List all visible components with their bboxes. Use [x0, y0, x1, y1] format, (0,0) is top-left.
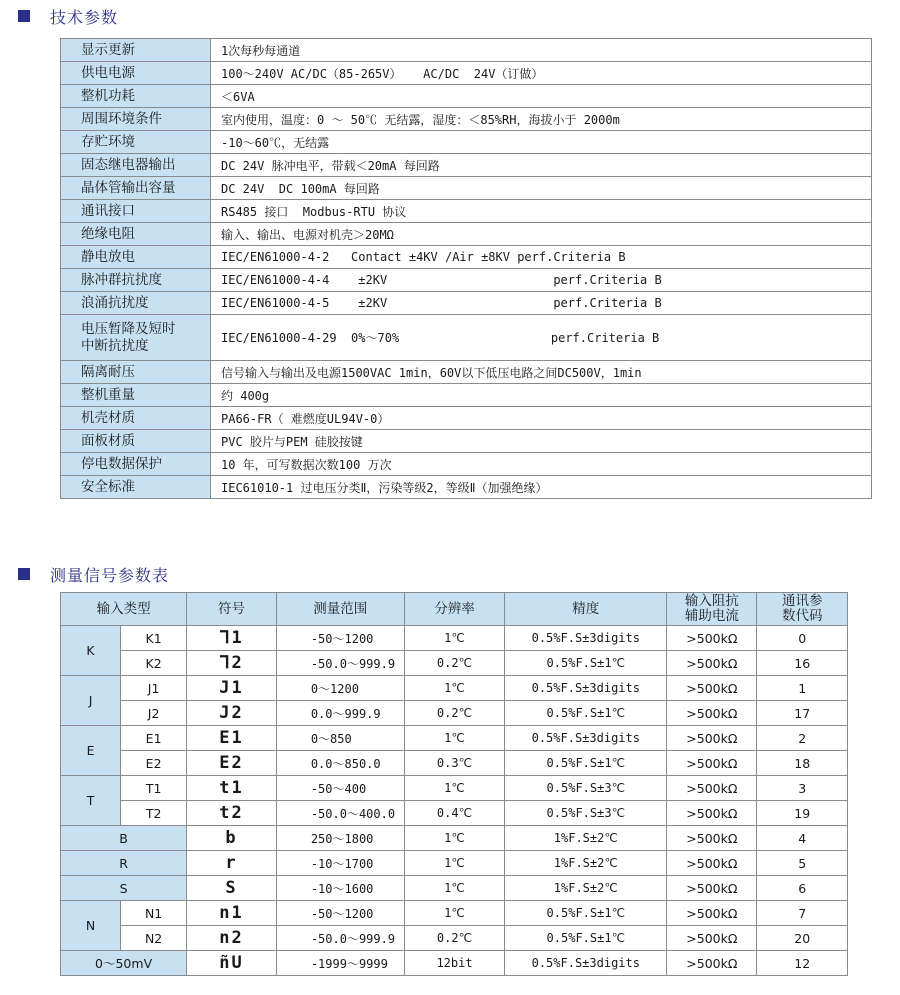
impedance-cell: >500kΩ — [667, 626, 757, 651]
accuracy-cell: 0.5%F.S±1℃ — [505, 751, 667, 776]
impedance-cell: >500kΩ — [667, 851, 757, 876]
impedance-cell: >500kΩ — [667, 826, 757, 851]
table-row — [61, 826, 848, 851]
param-label: 机壳材质 — [61, 407, 211, 430]
range-cell: 0～1200 — [276, 676, 404, 701]
accuracy-cell: 0.5%F.S±3digits — [505, 951, 667, 976]
input-subtype-cell: J1 — [121, 676, 187, 701]
param-value: -10～60℃，无结露 — [211, 131, 872, 154]
impedance-cell: >500kΩ — [667, 776, 757, 801]
display-symbol: J2 — [187, 701, 277, 726]
range-cell: -50～400 — [276, 776, 404, 801]
display-symbol: t1 — [187, 776, 277, 801]
table-row — [61, 901, 848, 926]
input-type-cell: S — [61, 876, 187, 901]
param-label: 安全标准 — [61, 476, 211, 499]
bullet-square-icon — [18, 568, 30, 580]
range-cell: -50～1200 — [276, 901, 404, 926]
range-cell: -50.0～999.9 — [276, 651, 404, 676]
param-value: 约 400g — [211, 384, 872, 407]
comm-code-cell: 19 — [757, 801, 848, 826]
section-header-measure-params — [18, 562, 169, 586]
resolution-cell: 0.2℃ — [404, 701, 505, 726]
impedance-cell: >500kΩ — [667, 876, 757, 901]
param-value: 100～240V AC/DC（85-265V） AC/DC 24V（订做） — [211, 62, 872, 85]
table-row — [61, 676, 848, 701]
resolution-cell: 1℃ — [404, 626, 505, 651]
display-symbol: E1 — [187, 726, 277, 751]
table-row — [61, 269, 872, 292]
comm-code-cell: 20 — [757, 926, 848, 951]
impedance-cell: >500kΩ — [667, 676, 757, 701]
param-value: ＜6VA — [211, 85, 872, 108]
input-type-cell: T — [61, 776, 121, 826]
column-header: 测量范围 — [276, 593, 404, 626]
column-header: 输入阻抗 辅助电流 — [667, 593, 757, 626]
param-value: PVC 胶片与PEM 硅胶按键 — [211, 430, 872, 453]
display-symbol: r — [187, 851, 277, 876]
param-label: 隔离耐压 — [61, 361, 211, 384]
comm-code-cell: 5 — [757, 851, 848, 876]
table-row — [61, 39, 872, 62]
param-label: 脉冲群抗扰度 — [61, 269, 211, 292]
table-row — [61, 876, 848, 901]
display-symbol: ᒣ2 — [187, 651, 277, 676]
table-row — [61, 726, 848, 751]
accuracy-cell: 0.5%F.S±1℃ — [505, 701, 667, 726]
resolution-cell: 1℃ — [404, 901, 505, 926]
param-label: 显示更新 — [61, 39, 211, 62]
param-label: 通讯接口 — [61, 200, 211, 223]
input-subtype-cell: E2 — [121, 751, 187, 776]
resolution-cell: 0.2℃ — [404, 926, 505, 951]
param-value: IEC61010-1 过电压分类Ⅱ，污染等级2，等级Ⅱ（加强绝缘） — [211, 476, 872, 499]
table-row — [61, 131, 872, 154]
input-type-cell: 0～50mV — [61, 951, 187, 976]
accuracy-cell: 0.5%F.S±1℃ — [505, 901, 667, 926]
table-row — [61, 430, 872, 453]
comm-code-cell: 16 — [757, 651, 848, 676]
resolution-cell: 1℃ — [404, 776, 505, 801]
param-label: 整机功耗 — [61, 85, 211, 108]
accuracy-cell: 0.5%F.S±3℃ — [505, 776, 667, 801]
range-cell: 250～1800 — [276, 826, 404, 851]
param-value: IEC/EN61000-4-29 0%～70% perf.Criteria B — [211, 315, 872, 361]
table-row — [61, 626, 848, 651]
param-value: IEC/EN61000-4-4 ±2KV perf.Criteria B — [211, 269, 872, 292]
comm-code-cell: 4 — [757, 826, 848, 851]
display-symbol: E2 — [187, 751, 277, 776]
input-subtype-cell: N2 — [121, 926, 187, 951]
range-cell: 0.0～850.0 — [276, 751, 404, 776]
input-type-cell: E — [61, 726, 121, 776]
range-cell: -50.0～400.0 — [276, 801, 404, 826]
param-value: IEC/EN61000-4-5 ±2KV perf.Criteria B — [211, 292, 872, 315]
input-subtype-cell: T2 — [121, 801, 187, 826]
comm-code-cell: 0 — [757, 626, 848, 651]
table-row — [61, 292, 872, 315]
bullet-square-icon — [18, 10, 30, 22]
range-cell: -1999～9999 — [276, 951, 404, 976]
resolution-cell: 1℃ — [404, 676, 505, 701]
comm-code-cell: 12 — [757, 951, 848, 976]
param-value: 室内使用，温度：0 ～ 50℃ 无结露，湿度：＜85%RH，海拔小于 2000m — [211, 108, 872, 131]
accuracy-cell: 0.5%F.S±3digits — [505, 626, 667, 651]
resolution-cell: 1℃ — [404, 726, 505, 751]
table-row — [61, 476, 872, 499]
accuracy-cell: 1%F.S±2℃ — [505, 851, 667, 876]
comm-code-cell: 18 — [757, 751, 848, 776]
resolution-cell: 1℃ — [404, 826, 505, 851]
table-row — [61, 801, 848, 826]
section-title: 技术参数 — [50, 7, 119, 27]
param-label: 浪涌抗扰度 — [61, 292, 211, 315]
param-label: 面板材质 — [61, 430, 211, 453]
input-subtype-cell: E1 — [121, 726, 187, 751]
resolution-cell: 1℃ — [404, 851, 505, 876]
comm-code-cell: 6 — [757, 876, 848, 901]
tech-params-table — [60, 38, 872, 499]
comm-code-cell: 3 — [757, 776, 848, 801]
accuracy-cell: 1%F.S±2℃ — [505, 826, 667, 851]
comm-code-cell: 1 — [757, 676, 848, 701]
param-value: 1次每秒每通道 — [211, 39, 872, 62]
table-row — [61, 776, 848, 801]
display-symbol: n2 — [187, 926, 277, 951]
input-type-cell: J — [61, 676, 121, 726]
range-cell: -50.0～999.9 — [276, 926, 404, 951]
column-header: 精度 — [505, 593, 667, 626]
display-symbol: n1 — [187, 901, 277, 926]
input-subtype-cell: J2 — [121, 701, 187, 726]
table-row — [61, 951, 848, 976]
param-value: DC 24V DC 100mA 每回路 — [211, 177, 872, 200]
display-symbol: S — [187, 876, 277, 901]
impedance-cell: >500kΩ — [667, 926, 757, 951]
column-header: 分辨率 — [404, 593, 505, 626]
table-row — [61, 407, 872, 430]
table-row — [61, 62, 872, 85]
input-type-cell: B — [61, 826, 187, 851]
table-row — [61, 315, 872, 361]
column-header: 输入类型 — [61, 593, 187, 626]
display-symbol: J1 — [187, 676, 277, 701]
param-label: 停电数据保护 — [61, 453, 211, 476]
accuracy-cell: 0.5%F.S±3℃ — [505, 801, 667, 826]
impedance-cell: >500kΩ — [667, 951, 757, 976]
input-type-cell: R — [61, 851, 187, 876]
section-title: 测量信号参数表 — [50, 565, 170, 585]
resolution-cell: 12bit — [404, 951, 505, 976]
accuracy-cell: 0.5%F.S±1℃ — [505, 651, 667, 676]
comm-code-cell: 17 — [757, 701, 848, 726]
table-row — [61, 926, 848, 951]
input-subtype-cell: K1 — [121, 626, 187, 651]
display-symbol: t2 — [187, 801, 277, 826]
table-row — [61, 223, 872, 246]
table-row — [61, 85, 872, 108]
range-cell: 0.0～999.9 — [276, 701, 404, 726]
comm-code-cell: 7 — [757, 901, 848, 926]
impedance-cell: >500kΩ — [667, 651, 757, 676]
display-symbol: b — [187, 826, 277, 851]
table-row — [61, 108, 872, 131]
display-symbol: ᒣ1 — [187, 626, 277, 651]
input-type-cell: N — [61, 901, 121, 951]
column-header: 符号 — [187, 593, 277, 626]
param-label: 存贮环境 — [61, 131, 211, 154]
param-label: 整机重量 — [61, 384, 211, 407]
param-label: 电压暂降及短时 中断抗扰度 — [61, 315, 211, 361]
param-value: DC 24V 脉冲电平，带载＜20mA 每回路 — [211, 154, 872, 177]
impedance-cell: >500kΩ — [667, 751, 757, 776]
impedance-cell: >500kΩ — [667, 901, 757, 926]
comm-code-cell: 2 — [757, 726, 848, 751]
table-row — [61, 200, 872, 223]
column-header: 通讯参 数代码 — [757, 593, 848, 626]
table-row — [61, 361, 872, 384]
param-value: 10 年，可写数据次数100 万次 — [211, 453, 872, 476]
resolution-cell: 0.2℃ — [404, 651, 505, 676]
accuracy-cell: 0.5%F.S±3digits — [505, 726, 667, 751]
param-label: 晶体管输出容量 — [61, 177, 211, 200]
param-value: PA66-FR（ 难燃度UL94V-0） — [211, 407, 872, 430]
resolution-cell: 1℃ — [404, 876, 505, 901]
display-symbol: ñU — [187, 951, 277, 976]
measure-params-table — [60, 592, 848, 976]
impedance-cell: >500kΩ — [667, 726, 757, 751]
param-label: 供电电源 — [61, 62, 211, 85]
param-label: 周围环境条件 — [61, 108, 211, 131]
param-label: 静电放电 — [61, 246, 211, 269]
accuracy-cell: 0.5%F.S±1℃ — [505, 926, 667, 951]
table-row — [61, 751, 848, 776]
table-row — [61, 246, 872, 269]
param-value: RS485 接口 Modbus-RTU 协议 — [211, 200, 872, 223]
range-cell: 0～850 — [276, 726, 404, 751]
table-row — [61, 701, 848, 726]
table-row — [61, 851, 848, 876]
input-subtype-cell: T1 — [121, 776, 187, 801]
range-cell: -50～1200 — [276, 626, 404, 651]
resolution-cell: 0.4℃ — [404, 801, 505, 826]
input-subtype-cell: N1 — [121, 901, 187, 926]
table-row — [61, 177, 872, 200]
input-type-cell: K — [61, 626, 121, 676]
table-row — [61, 651, 848, 676]
impedance-cell: >500kΩ — [667, 701, 757, 726]
param-label: 绝缘电阻 — [61, 223, 211, 246]
param-value: IEC/EN61000-4-2 Contact ±4KV /Air ±8KV perf.Criteria B — [211, 246, 872, 269]
param-value: 输入、输出、电源对机壳＞20MΩ — [211, 223, 872, 246]
table-row — [61, 154, 872, 177]
section-header-tech-params — [18, 4, 118, 28]
accuracy-cell: 1%F.S±2℃ — [505, 876, 667, 901]
range-cell: -10～1600 — [276, 876, 404, 901]
table-row — [61, 453, 872, 476]
param-value: 信号输入与输出及电源1500VAC 1min，60V以下低压电路之间DC500V，1min — [211, 361, 872, 384]
accuracy-cell: 0.5%F.S±3digits — [505, 676, 667, 701]
resolution-cell: 0.3℃ — [404, 751, 505, 776]
table-row — [61, 384, 872, 407]
input-subtype-cell: K2 — [121, 651, 187, 676]
impedance-cell: >500kΩ — [667, 801, 757, 826]
param-label: 固态继电器输出 — [61, 154, 211, 177]
range-cell: -10～1700 — [276, 851, 404, 876]
